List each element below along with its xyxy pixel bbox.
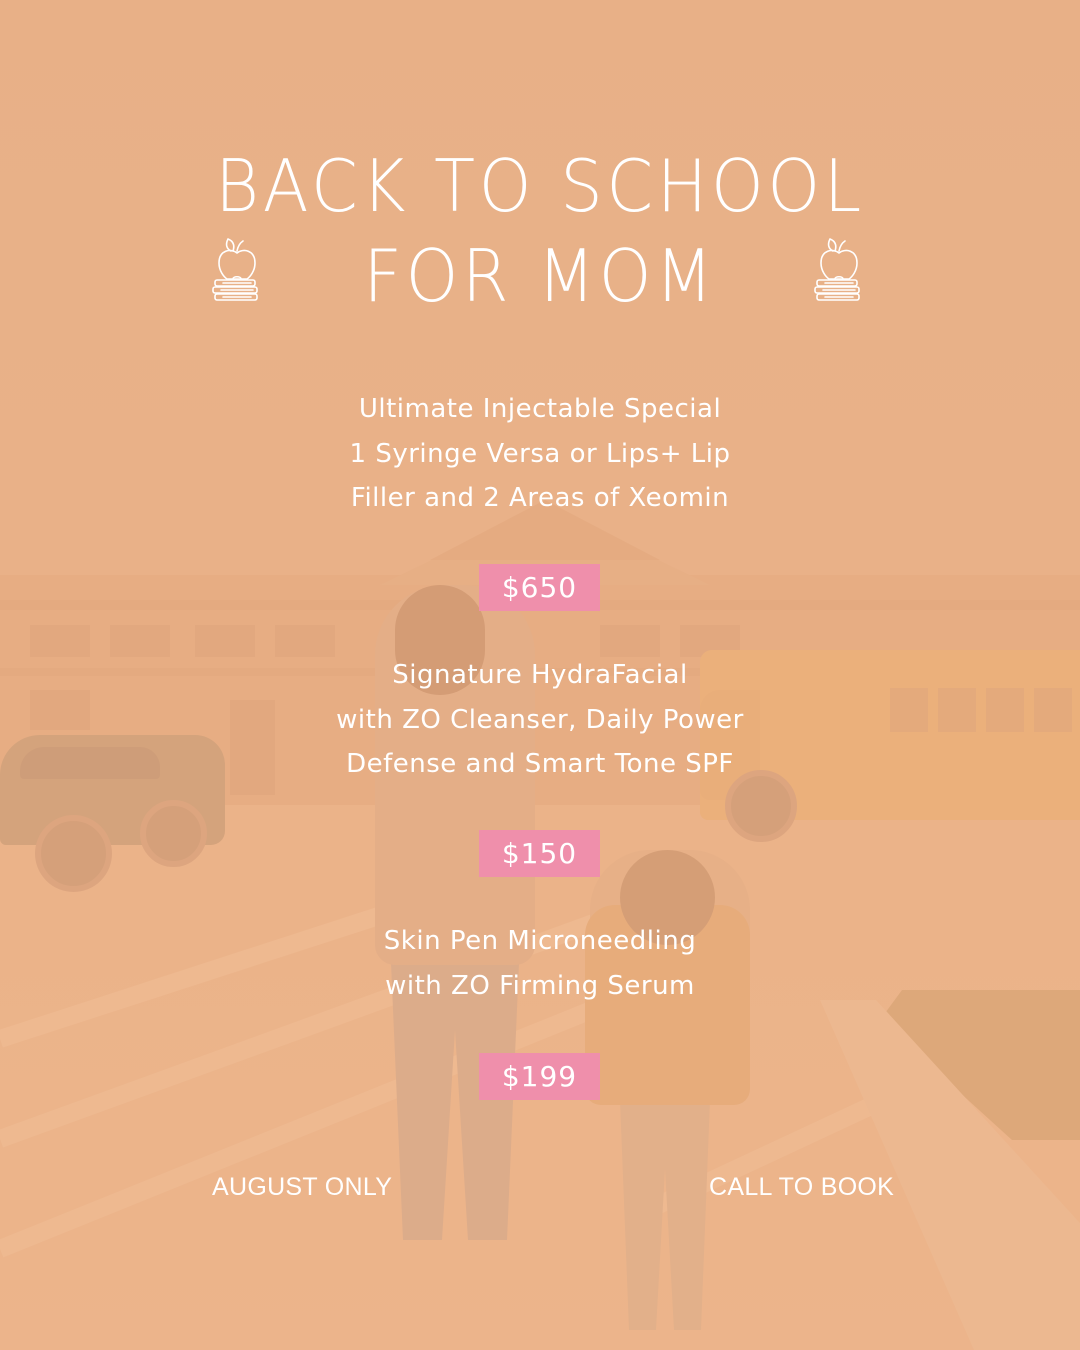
offer-line: Defense and Smart Tone SPF (346, 749, 734, 779)
apple-on-books-icon (211, 233, 263, 301)
headline-text: BACK TO SCHOOL (215, 144, 865, 228)
offer-line: 1 Syringe Versa or Lips+ Lip (349, 438, 731, 469)
offer-line: with ZO Cleanser, Daily Power (336, 704, 744, 735)
price-badge: $150 (479, 830, 600, 877)
offer-line: Ultimate Injectable Special (358, 394, 722, 424)
call-to-book-note: CALL TO BOOK (709, 1173, 895, 1201)
offer-line: Filler and 2 Areas of Xeomin (350, 483, 730, 513)
price-badge: $650 (479, 564, 600, 611)
offer-description (0, 387, 1080, 521)
headline-line-1 (38, 144, 1042, 228)
offer-line: Skin Pen Microneedling (383, 926, 697, 956)
offer-description (0, 919, 1080, 1008)
availability-note: AUGUST ONLY (212, 1173, 393, 1201)
headline-line-2 (38, 234, 1042, 318)
offer-line: Signature HydraFacial (392, 660, 688, 690)
offer-line: with ZO Firming Serum (385, 970, 695, 1001)
offer-description (0, 653, 1080, 787)
headline-text: FOR MOM (363, 234, 717, 318)
price-badge: $199 (479, 1053, 600, 1100)
apple-on-books-icon (813, 233, 865, 301)
